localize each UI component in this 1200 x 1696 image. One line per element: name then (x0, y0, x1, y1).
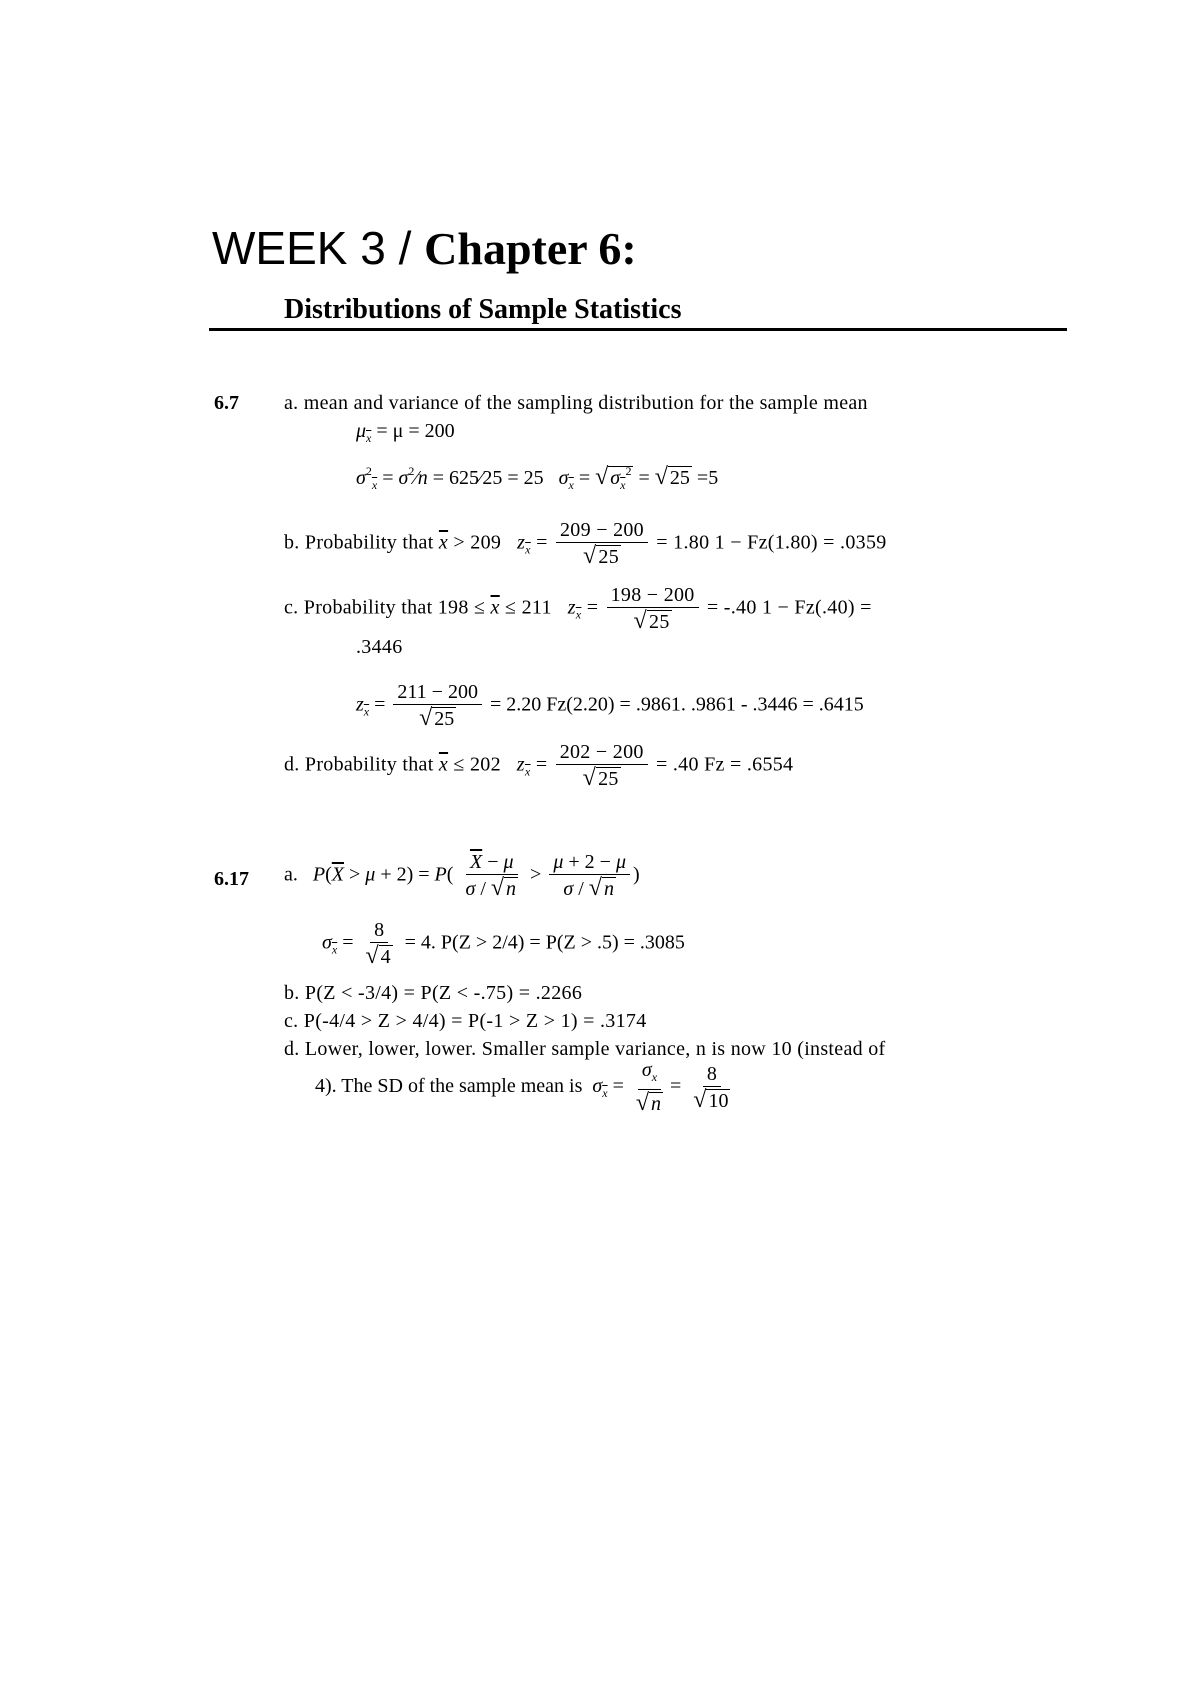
p67-d-cond: ≤ 202 (453, 753, 501, 776)
title-chapter: Chapter 6: (424, 223, 637, 274)
p67-c2-den: 25 (434, 708, 455, 730)
p67-c-continued: .3446 (356, 636, 403, 658)
p67-d: d. Probability that $\overline{x} \le 202$ $z_{\overline{x}}$ = $\frac{202 - 200}{√ 25}$ = .40 Fz = .6554 (284, 741, 794, 791)
p67-a-label: a. mean and variance of the sampling distribution for the sample mean (284, 392, 868, 414)
p617-a-sd-den: 4 (380, 946, 391, 968)
page-subtitle: Distributions of Sample Statistics (284, 294, 682, 325)
p67-b-label: b. Probability that (284, 531, 434, 554)
p67-c: c. Probability that $198 \le \overline{x} \le 211$ $z_{\overline{x}}$ = $\frac{198 - 200}{√ 25}$ = -.40 1 − Fz(.40) = (284, 584, 872, 634)
page-title (212, 218, 637, 279)
p617-a-sd-num: 8 (370, 918, 388, 943)
p617-b: b. P(Z < -3/4) = P(Z < -.75) = .2266 (284, 982, 583, 1004)
p67-d-label: d. Probability that (284, 753, 434, 776)
p617-a-frac2: $\frac{\mu + 2 - \mu}{\sigma / √ n}$ (549, 850, 630, 902)
p67-c2-result: = 2.20 Fz(2.20) = .9861. .9861 - .3446 = .6415 (489, 693, 864, 716)
p67-c2-fraction: $\frac{211 - 200}{√ 25}$ (393, 680, 482, 732)
p617-d-den2: 10 (708, 1089, 729, 1112)
p617-d-cont: 4). The SD of the sample mean is $\sigma_{\overline{x}}$ = $\frac{\sigma_x}{√ n}$ = $\frac{8}{√ 10}$ (315, 1058, 737, 1117)
p67-d-fraction: $\frac{202 - 200}{√ 25}$ (556, 740, 648, 792)
p617-c: c. P(-4/4 > Z > 4/4) = P(-1 > Z > 1) = .3174 (284, 1010, 647, 1032)
p67-d-den: 25 (598, 768, 619, 790)
p67-c-fraction: $\frac{198 - 200}{√ 25}$ (607, 583, 699, 635)
p617-a-sd: $\sigma_{\overline{x}}$ = $\frac{8}{√ 4}$ = 4. P(Z > 2/4) = P(Z > .5) = .3085 (322, 919, 685, 969)
p67-b: b. Probability that $\overline{x} > 209$ $z_{\overline{x}}$ = $\frac{209 - 200}{√ 25}$ = 1.80 1 − Fz(1.80) = .0359 (284, 519, 887, 569)
p67-a-sd-eq: =5 (696, 467, 719, 489)
problem-number-6-17: 6.17 (214, 868, 249, 890)
p617-a-result: = 4. P(Z > 2/4) = P(Z > .5) = .3085 (404, 931, 685, 954)
p67-c2: $z_{\overline{x}}$ = $\frac{211 - 200}{√ 25}$ = 2.20 Fz(2.20) = .9861. .9861 - .3446 = .6415 (356, 681, 864, 731)
p67-a-mean: $\mu_{\overline{x}} = \mu = 200$ (356, 420, 455, 445)
p67-b-den: 25 (598, 546, 620, 568)
p67-b-cond: > 209 (453, 531, 502, 554)
p67-b-fraction: $\frac{209 - 200}{√ 25}$ (556, 518, 648, 570)
p617-a-label: a. (284, 863, 298, 886)
p67-a-mean-eq: = μ = 200 (376, 420, 455, 442)
p67-d-num: 202 − 200 (556, 740, 648, 765)
p617-d-num2: 8 (703, 1062, 721, 1087)
p67-a-variance-eq: = 25 (507, 467, 544, 489)
p617-d: d. Lower, lower, lower. Smaller sample variance, n is now 10 (instead of (284, 1038, 886, 1060)
title-week: WEEK 3 / (212, 222, 425, 274)
p67-c-result: = -.40 1 − Fz(.40) = (706, 596, 872, 619)
p67-c2-num: 211 − 200 (393, 680, 482, 705)
p617-d-frac2: $\frac{8}{√ 10}$ (693, 1062, 729, 1113)
p617-a-sd-fraction: $\frac{8}{√ 4}$ (365, 919, 391, 969)
p617-d-frac1: $\frac{\sigma_x}{√ n}$ (635, 1059, 662, 1116)
p67-c-den: 25 (649, 611, 670, 633)
p67-b-num: 209 − 200 (556, 518, 648, 543)
p67-d-result: = .40 Fz = .6554 (656, 753, 794, 776)
p67-c-label: c. Probability that 198 ≤ (284, 596, 486, 619)
p67-a-variance: $\sigma^2_{\overline{x}}$ = $\sigma^2⁄n$ = 625⁄25 = 25 $\sigma_{\overline{x}}$ = √ $\sigma_{\overline{x}}^2$ = √ 25 =5 (356, 464, 719, 492)
problem-number-6-7: 6.7 (214, 392, 239, 414)
p617-a: a. $P(\overline{X} > \mu + 2) = P$( $\frac{\overline{X} - \mu}{\sigma / √ n}$ > $\frac{\mu + 2 - \mu}{\sigma / √ n}$ ) (284, 851, 640, 901)
p617-a-frac1: $\frac{\overline{X} - \mu}{\sigma / √ n}$ (465, 851, 517, 901)
p67-b-result: = 1.80 1 − Fz(1.80) = .0359 (656, 531, 887, 554)
p617-d-cont-text: 4). The SD of the sample mean is (315, 1075, 583, 1098)
p67-c-cond: ≤ 211 (505, 596, 552, 619)
title-divider (209, 328, 1067, 331)
p67-c-num: 198 − 200 (607, 583, 699, 608)
